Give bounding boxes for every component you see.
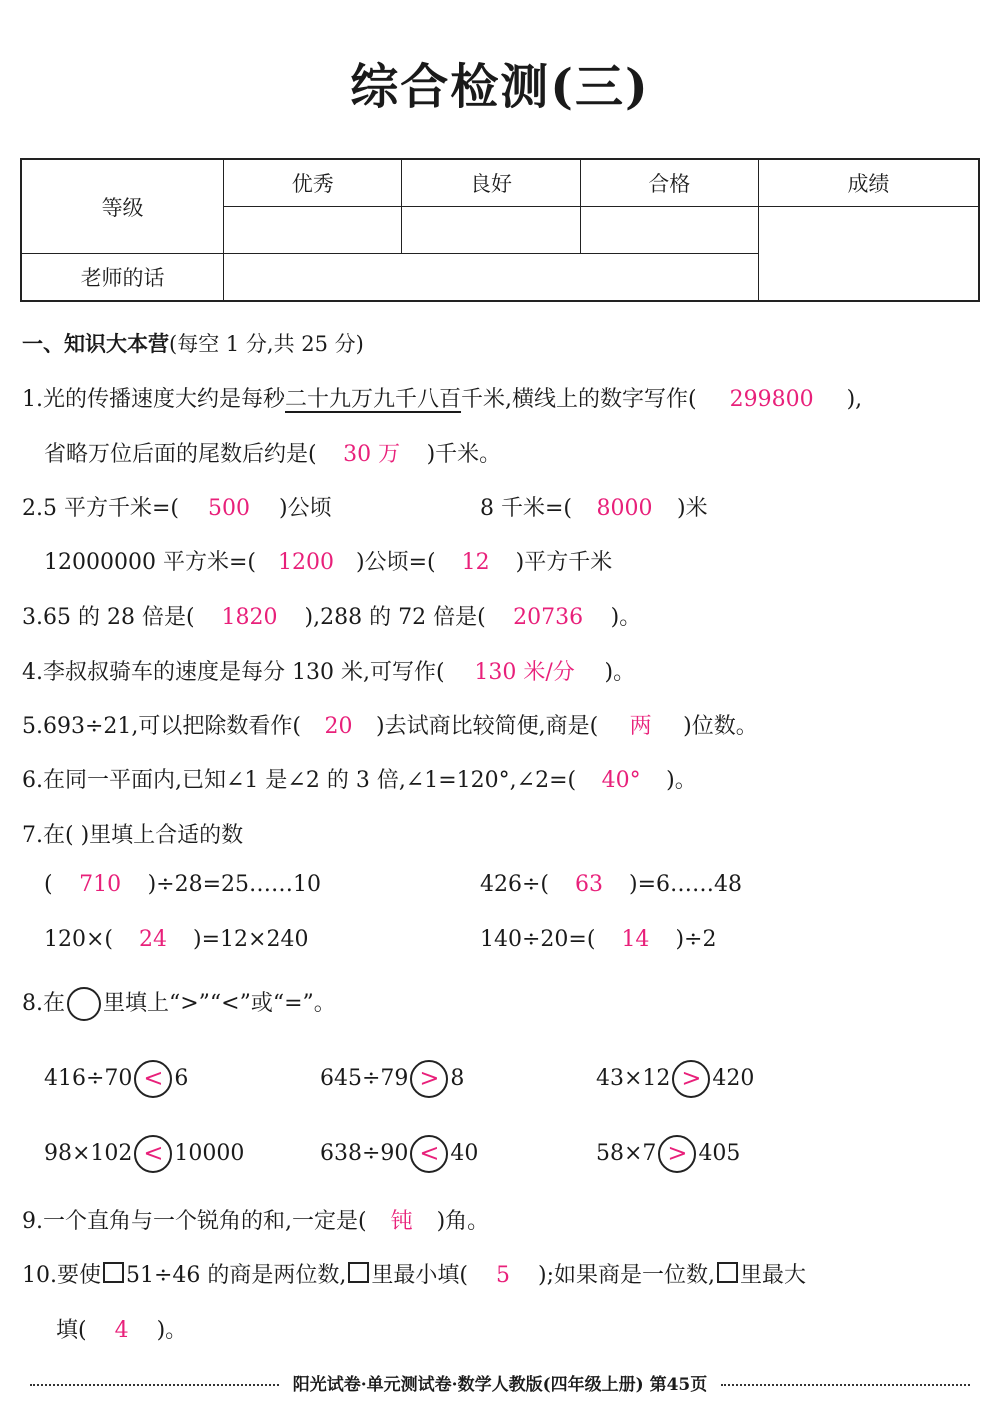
q10-line2-end: )。 <box>156 1318 188 1343</box>
compare-right: 420 <box>712 1066 755 1091</box>
q5-end: )位数。 <box>683 714 758 739</box>
q2c-mid: )公顷=( <box>356 550 436 575</box>
q10-answer-1: 5 <box>496 1263 511 1288</box>
question-7c <box>44 927 308 952</box>
q1-text-end: ), <box>846 387 863 412</box>
q5-text: 5.693÷21,可以把除数看作( <box>22 714 301 739</box>
compare-item-6 <box>596 1135 740 1173</box>
q8-end: 里填上“>”“<”或“=”。 <box>103 991 336 1016</box>
q2b-text: 8 千米=( <box>480 496 573 521</box>
compare-right: 405 <box>698 1141 741 1166</box>
q6-end: )。 <box>666 768 697 793</box>
compare-answer-circle: > <box>658 1135 696 1173</box>
compare-left: 638÷90 <box>320 1141 409 1166</box>
q1-answer-1: 299800 <box>729 387 814 412</box>
q10-mid2: 里最小填( <box>371 1263 469 1288</box>
q3-mid: ),288 的 72 倍是( <box>304 605 486 630</box>
question-5 <box>22 709 758 740</box>
q6-text: 6.在同一平面内,已知∠1 是∠2 的 3 倍,∠1=120°,∠2=( <box>22 768 577 793</box>
q1-text-mid: 千米,横线上的数字写作( <box>461 387 697 412</box>
q7b-end: )=6……48 <box>629 872 743 897</box>
compare-answer-circle: < <box>134 1135 172 1173</box>
q7c-text: 120×( <box>44 927 114 952</box>
level-pass-cell <box>580 207 758 254</box>
compare-left: 645÷79 <box>320 1066 409 1091</box>
footer-dots-right <box>721 1384 970 1386</box>
section-heading <box>22 328 364 358</box>
question-6 <box>22 763 697 794</box>
level-excellent: 优秀 <box>224 159 402 207</box>
q5-answer-1: 20 <box>324 714 353 739</box>
q1-line2-text: 省略万位后面的尾数后约是( <box>44 442 317 467</box>
question-4 <box>22 655 635 686</box>
blank-square-icon <box>348 1262 369 1283</box>
q8-text: 8.在 <box>22 991 65 1016</box>
compare-answer-circle: < <box>134 1060 172 1098</box>
q10-mid1: 51÷46 的商是两位数, <box>126 1263 347 1288</box>
compare-answer-circle: > <box>672 1060 710 1098</box>
q2c-end: )平方千米 <box>515 550 613 575</box>
question-3 <box>22 600 641 631</box>
compare-right: 6 <box>174 1066 189 1091</box>
q3-answer-1: 1820 <box>221 605 278 630</box>
question-2c <box>44 545 612 576</box>
compare-item-5 <box>320 1135 478 1173</box>
compare-right: 10000 <box>174 1141 245 1166</box>
question-10-line1 <box>22 1258 806 1289</box>
q3-text: 3.65 的 28 倍是( <box>22 605 195 630</box>
q2a-end: )公顷 <box>279 496 332 521</box>
q1-answer-2: 30 万 <box>343 442 401 467</box>
compare-left: 416÷70 <box>44 1066 133 1091</box>
q4-answer: 130 米/分 <box>474 660 575 685</box>
q1-line2-end: )千米。 <box>426 442 502 467</box>
q2a-text: 2.5 平方千米=( <box>22 496 179 521</box>
level-good: 良好 <box>402 159 580 207</box>
teacher-comment-cell <box>224 254 759 302</box>
q2c-answer-2: 12 <box>461 550 490 575</box>
question-2b <box>480 491 708 522</box>
q5-answer-2: 两 <box>629 714 652 739</box>
blank-square-icon <box>717 1262 738 1283</box>
level-excellent-cell <box>224 207 402 254</box>
score-label: 成绩 <box>758 159 979 207</box>
q9-text: 9.一个直角与一个锐角的和,一定是( <box>22 1209 367 1234</box>
q2a-answer: 500 <box>208 496 250 521</box>
question-7a <box>44 872 321 897</box>
q2b-end: )米 <box>677 496 708 521</box>
footer-text: 阳光试卷·单元测试卷·数学人教版(四年级上册) 第45页 <box>292 1375 708 1395</box>
question-1-line2 <box>44 437 501 468</box>
q10-answer-2: 4 <box>114 1318 129 1343</box>
q7b-text: 426÷( <box>480 872 550 897</box>
q7d-answer: 14 <box>621 927 650 952</box>
question-7-stem: 7.在( )里填上合适的数 <box>22 823 244 848</box>
q7a-end: )÷28=25……10 <box>147 872 322 897</box>
question-10-line2 <box>56 1313 187 1344</box>
q3-end: )。 <box>610 605 642 630</box>
q1-underlined: 二十九万九千八百 <box>285 387 462 412</box>
q10-line2-text: 填( <box>56 1318 87 1343</box>
compare-left: 58×7 <box>596 1141 657 1166</box>
q10-text: 10.要使 <box>22 1263 101 1288</box>
q4-end: )。 <box>604 660 636 685</box>
footer-dots-left <box>30 1384 279 1386</box>
q7c-answer: 24 <box>139 927 168 952</box>
section-points: (每空 1 分,共 25 分) <box>169 332 364 356</box>
question-9 <box>22 1204 489 1235</box>
q2c-text: 12000000 平方米=( <box>44 550 256 575</box>
page-title: 综合检测(三) <box>350 59 650 115</box>
q5-mid: )去试商比较简便,商是( <box>376 714 599 739</box>
q10-mid4: 里最大 <box>740 1263 807 1288</box>
grade-table <box>20 158 980 302</box>
compare-item-1 <box>44 1060 188 1098</box>
compare-answer-circle: < <box>410 1135 448 1173</box>
compare-right: 8 <box>450 1066 465 1091</box>
q2c-answer-1: 1200 <box>278 550 334 575</box>
q7b-answer: 63 <box>575 872 604 897</box>
q7c-end: )=12×240 <box>193 927 309 952</box>
blank-circle-icon <box>67 987 101 1021</box>
compare-answer-circle: > <box>410 1060 448 1098</box>
question-2a <box>22 491 332 522</box>
section-title: 一、知识大本营 <box>22 331 169 356</box>
grade-label: 等级 <box>21 159 224 254</box>
q6-answer: 40° <box>601 768 641 793</box>
q2b-answer: 8000 <box>596 496 653 521</box>
q10-mid3: );如果商是一位数, <box>538 1263 716 1288</box>
level-pass: 合格 <box>580 159 758 207</box>
score-cell <box>758 207 979 302</box>
blank-square-icon <box>103 1262 124 1283</box>
q7a-text: ( <box>44 872 53 897</box>
compare-item-2 <box>320 1060 464 1098</box>
q9-end: )角。 <box>436 1209 490 1234</box>
teacher-label: 老师的话 <box>21 254 224 302</box>
question-1-line1 <box>22 382 862 413</box>
page-footer <box>30 1370 970 1395</box>
q7d-text: 140÷20=( <box>480 927 596 952</box>
q4-text: 4.李叔叔骑车的速度是每分 130 米,可写作( <box>22 660 445 685</box>
compare-item-3 <box>596 1060 754 1098</box>
q7a-answer: 710 <box>79 872 122 897</box>
q1-text: 1.光的传播速度大约是每秒 <box>22 387 285 412</box>
compare-item-4 <box>44 1135 244 1173</box>
q9-answer: 钝 <box>390 1209 413 1234</box>
q3-answer-2: 20736 <box>513 605 584 630</box>
q7d-end: )÷2 <box>675 927 717 952</box>
question-7b <box>480 872 742 897</box>
compare-left: 98×102 <box>44 1141 133 1166</box>
compare-right: 40 <box>450 1141 479 1166</box>
question-8-stem <box>22 986 336 1021</box>
level-good-cell <box>402 207 580 254</box>
compare-left: 43×12 <box>596 1066 671 1091</box>
question-7d <box>480 927 716 952</box>
